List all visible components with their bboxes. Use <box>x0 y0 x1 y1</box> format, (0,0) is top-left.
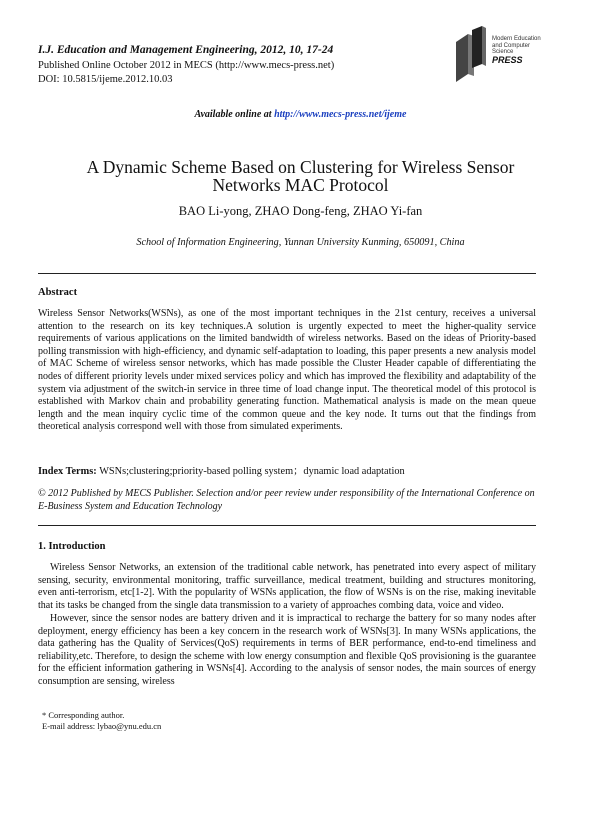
divider-bottom <box>38 525 536 526</box>
publication-info: Published Online October 2012 in MECS (http://www.mecs-press.net) <box>38 60 335 71</box>
available-prefix: Available online at <box>194 109 275 120</box>
doi: DOI: 10.5815/ijeme.2012.10.03 <box>38 74 173 85</box>
abstract-text: Wireless Sensor Networks(WSNs), as one of the most important techniques in the 21st century, receives a universal attention to the research on its key techniques.A solution is urgently expected to meet the higher-quality service requirements of various applications on the limited bandwidth of wireless networks. Based on the ideas of Priority-based polling transmission with high-efficiency, and dynamic self-adaptation to loading, this paper presents a new analysis model of MAC Scheme of wireless sensor networks, which has made possible the Cluster Header capable of differentiating the nodes of different priority levels under mixed services policy and which has improved the flexibility and adaptability of the system via adjustment of the switch-in service in three time of load change input. The theoretical model of this protocol is established with Markov chain and probability generating function. Mathematical analysis is made on the mean queue length and the mean inquiry cyclic time of the common queue and the key node. It turns out that the findings from theoretical analysis correspond well with those from simulated experiments. <box>38 308 536 433</box>
mecs-press-logo <box>452 24 552 84</box>
footnote-email: E-mail address: lybao@ynu.edu.cn <box>42 721 162 731</box>
title-line-2: Networks MAC Protocol <box>212 175 389 195</box>
logo-line-1: Modern Education <box>492 36 541 42</box>
logo-press: PRESS <box>492 54 523 65</box>
paper-title <box>40 158 561 194</box>
footnote-corresponding: * Corresponding author. <box>42 710 125 720</box>
copyright-notice: © 2012 Published by MECS Publisher. Selection and/or peer review under responsibility of the International Conference on E-Business System and Education Technology <box>38 488 535 512</box>
index-terms-text: WSNs;clustering;priority-based polling system；dynamic load adaptation <box>99 466 405 477</box>
abstract-heading: Abstract <box>38 287 78 298</box>
journal-link[interactable]: http://www.mecs-press.net/ijeme <box>274 109 407 120</box>
introduction-heading: 1. Introduction <box>38 541 106 552</box>
journal-citation: I.J. Education and Management Engineering, 2012, 10, 17-24 <box>38 44 334 56</box>
availability-line <box>0 109 601 120</box>
index-terms-label: Index Terms: <box>38 466 100 477</box>
authors: BAO Li-yong, ZHAO Dong-feng, ZHAO Yi-fan <box>178 204 423 218</box>
intro-paragraph-1: Wireless Sensor Networks, an extension of the traditional cable network, has penetrated into every aspect of military sensing, security, environmental monitoring, traffic surveillance, medical treatment, building and structures monitoring, even anti-terrorism, etc[1-2]. With the popularity of WSNs application, the flow of WSNs is on the rise, making inevitable that its tasks be changed from the single data transmission to a variety of approaches combing data, voice and video. <box>38 562 536 611</box>
affiliation: School of Information Engineering, Yunnan University Kunming, 650091, China <box>136 237 465 248</box>
intro-paragraph-2: However, since the sensor nodes are battery driven and it is impractical to recharge the battery for so many nodes after deployment, energy efficiency has been a key concern in the research work of WSNs[3]. In many WSNs applications, the data gathering has the Quality of Services(QoS) requirements in terms of BER performance, end-to-end timeliness and reliability,etc. Therefore, to design the scheme with low energy consumption and flexible QoS provisioning is the guarantee for the efficient information gathering in WSNs[4]. According to the analysis of sensor nodes, the main sources of energy consumption are sensing, wireless <box>38 613 536 687</box>
divider-top <box>38 273 536 274</box>
title-line-1: A Dynamic Scheme Based on Clustering for Wireless Sensor <box>86 157 515 177</box>
index-terms <box>38 462 405 477</box>
logo-line-2: and Computer Science <box>492 42 531 55</box>
